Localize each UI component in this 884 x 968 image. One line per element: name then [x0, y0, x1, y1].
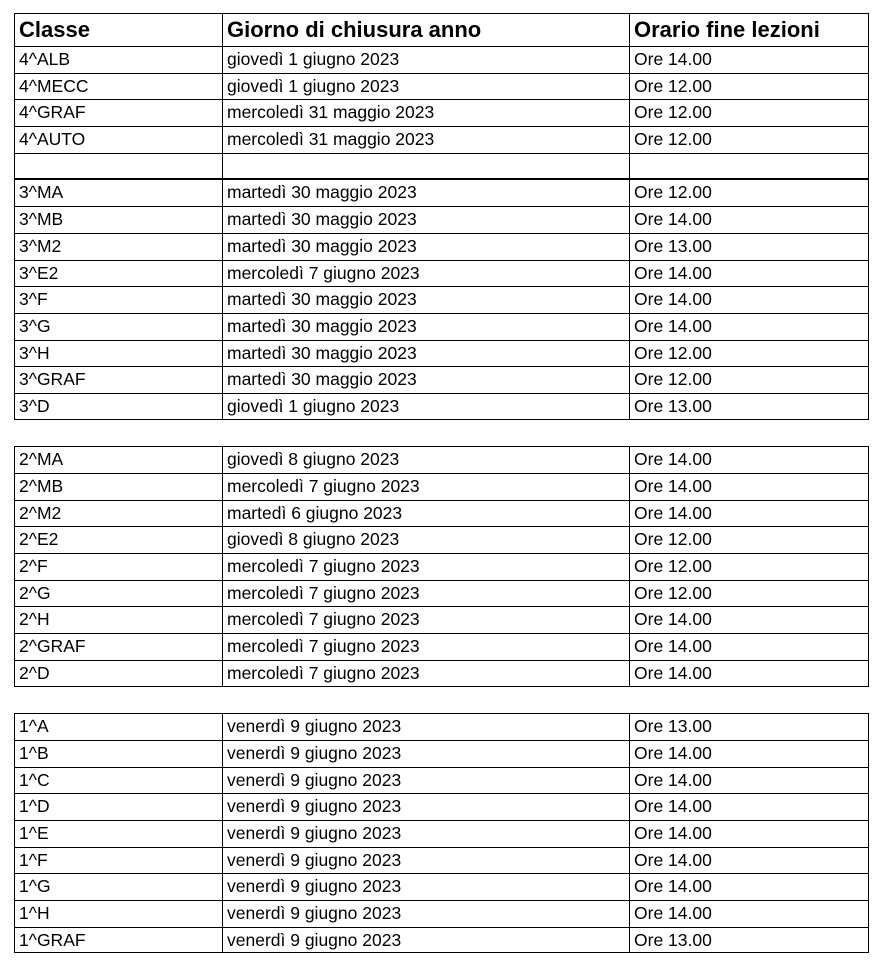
table-row	[14, 900, 869, 927]
table-row	[14, 767, 869, 794]
cell-classe: 1^F	[14, 847, 222, 874]
group-gap	[14, 420, 869, 447]
cell-orario: Ore 14.00	[629, 847, 869, 874]
cell-orario: Ore 12.00	[629, 526, 869, 553]
cell-orario: Ore 14.00	[629, 446, 869, 473]
cell-classe	[14, 153, 222, 180]
table-row	[14, 153, 869, 180]
table-row	[14, 633, 869, 660]
table-row	[14, 526, 869, 553]
cell-giorno: giovedì 1 giugno 2023	[222, 46, 629, 73]
cell-giorno: martedì 30 maggio 2023	[222, 206, 629, 233]
cell-classe: 3^M2	[14, 233, 222, 260]
table-row	[14, 927, 869, 954]
cell-classe: 1^B	[14, 740, 222, 767]
table-row	[14, 606, 869, 633]
table-row	[14, 46, 869, 73]
cell-classe: 1^G	[14, 873, 222, 900]
cell-giorno: martedì 30 maggio 2023	[222, 366, 629, 393]
table-row	[14, 99, 869, 126]
cell-classe: 4^ALB	[14, 46, 222, 73]
table-row	[14, 286, 869, 313]
cell-orario: Ore 13.00	[629, 713, 869, 740]
cell-classe: 2^M2	[14, 500, 222, 527]
table-row	[14, 580, 869, 607]
cell-giorno: martedì 6 giugno 2023	[222, 500, 629, 527]
cell-giorno: mercoledì 7 giugno 2023	[222, 473, 629, 500]
cell-giorno: mercoledì 7 giugno 2023	[222, 580, 629, 607]
cell-giorno: mercoledì 7 giugno 2023	[222, 260, 629, 287]
cell-orario: Ore 14.00	[629, 873, 869, 900]
cell-giorno: venerdì 9 giugno 2023	[222, 847, 629, 874]
cell-giorno: venerdì 9 giugno 2023	[222, 740, 629, 767]
table-row	[14, 713, 869, 740]
cell-orario: Ore 12.00	[629, 99, 869, 126]
cell-giorno: venerdì 9 giugno 2023	[222, 713, 629, 740]
cell-orario: Ore 13.00	[629, 233, 869, 260]
cell-classe: 4^MECC	[14, 73, 222, 100]
cell-classe: 4^AUTO	[14, 126, 222, 153]
cell-classe: 2^H	[14, 606, 222, 633]
cell-giorno: venerdì 9 giugno 2023	[222, 900, 629, 927]
group-gap	[14, 687, 869, 714]
cell-orario: Ore 14.00	[629, 606, 869, 633]
cell-giorno: mercoledì 31 maggio 2023	[222, 99, 629, 126]
cell-giorno	[222, 153, 629, 180]
table-row	[14, 126, 869, 153]
cell-giorno: venerdì 9 giugno 2023	[222, 767, 629, 794]
cell-orario: Ore 12.00	[629, 553, 869, 580]
table-row	[14, 179, 869, 206]
cell-classe: 2^G	[14, 580, 222, 607]
cell-giorno: giovedì 1 giugno 2023	[222, 393, 629, 420]
cell-orario: Ore 14.00	[629, 660, 869, 687]
cell-orario: Ore 12.00	[629, 126, 869, 153]
cell-giorno: martedì 30 maggio 2023	[222, 286, 629, 313]
cell-giorno: mercoledì 7 giugno 2023	[222, 633, 629, 660]
table-row	[14, 340, 869, 367]
table-row	[14, 233, 869, 260]
table-row	[14, 393, 869, 420]
table-row	[14, 366, 869, 393]
table-row	[14, 260, 869, 287]
cell-orario: Ore 13.00	[629, 927, 869, 954]
cell-orario: Ore 14.00	[629, 900, 869, 927]
table-body	[14, 46, 869, 953]
cell-classe: 1^H	[14, 900, 222, 927]
cell-orario: Ore 14.00	[629, 46, 869, 73]
cell-giorno: mercoledì 7 giugno 2023	[222, 606, 629, 633]
cell-orario: Ore 14.00	[629, 313, 869, 340]
cell-orario: Ore 14.00	[629, 473, 869, 500]
cell-classe: 1^GRAF	[14, 927, 222, 954]
cell-giorno: mercoledì 7 giugno 2023	[222, 553, 629, 580]
cell-orario: Ore 14.00	[629, 793, 869, 820]
cell-giorno: giovedì 1 giugno 2023	[222, 73, 629, 100]
cell-orario: Ore 14.00	[629, 206, 869, 233]
cell-orario: Ore 12.00	[629, 366, 869, 393]
cell-classe: 3^MB	[14, 206, 222, 233]
schedule-table	[14, 13, 869, 953]
table-header-row	[14, 13, 869, 46]
cell-orario: Ore 12.00	[629, 179, 869, 206]
cell-classe: 3^G	[14, 313, 222, 340]
cell-giorno: venerdì 9 giugno 2023	[222, 793, 629, 820]
cell-classe: 2^E2	[14, 526, 222, 553]
table-row	[14, 793, 869, 820]
cell-giorno: martedì 30 maggio 2023	[222, 179, 629, 206]
cell-orario	[629, 153, 869, 180]
header-orario: Orario fine lezioni	[629, 13, 869, 46]
table-row	[14, 313, 869, 340]
cell-orario: Ore 14.00	[629, 260, 869, 287]
cell-giorno: martedì 30 maggio 2023	[222, 313, 629, 340]
cell-classe: 3^E2	[14, 260, 222, 287]
cell-orario: Ore 12.00	[629, 73, 869, 100]
header-giorno: Giorno di chiusura anno	[222, 13, 629, 46]
cell-orario: Ore 14.00	[629, 767, 869, 794]
cell-classe: 4^GRAF	[14, 99, 222, 126]
cell-classe: 3^F	[14, 286, 222, 313]
cell-classe: 2^F	[14, 553, 222, 580]
cell-classe: 2^GRAF	[14, 633, 222, 660]
table-row	[14, 873, 869, 900]
cell-orario: Ore 13.00	[629, 393, 869, 420]
cell-orario: Ore 12.00	[629, 340, 869, 367]
cell-giorno: mercoledì 7 giugno 2023	[222, 660, 629, 687]
cell-classe: 1^D	[14, 793, 222, 820]
header-classe: Classe	[14, 13, 222, 46]
table-row	[14, 820, 869, 847]
cell-orario: Ore 14.00	[629, 500, 869, 527]
table-row	[14, 206, 869, 233]
table-row	[14, 500, 869, 527]
cell-classe: 2^MA	[14, 446, 222, 473]
table-row	[14, 473, 869, 500]
cell-classe: 3^GRAF	[14, 366, 222, 393]
cell-giorno: venerdì 9 giugno 2023	[222, 927, 629, 954]
cell-orario: Ore 14.00	[629, 740, 869, 767]
cell-orario: Ore 12.00	[629, 580, 869, 607]
cell-classe: 3^D	[14, 393, 222, 420]
cell-orario: Ore 14.00	[629, 286, 869, 313]
cell-giorno: mercoledì 31 maggio 2023	[222, 126, 629, 153]
cell-classe: 3^H	[14, 340, 222, 367]
cell-classe: 1^C	[14, 767, 222, 794]
cell-giorno: venerdì 9 giugno 2023	[222, 873, 629, 900]
cell-giorno: martedì 30 maggio 2023	[222, 233, 629, 260]
cell-orario: Ore 14.00	[629, 633, 869, 660]
cell-giorno: venerdì 9 giugno 2023	[222, 820, 629, 847]
table-row	[14, 553, 869, 580]
table-row	[14, 740, 869, 767]
cell-giorno: giovedì 8 giugno 2023	[222, 526, 629, 553]
table-row	[14, 660, 869, 687]
cell-classe: 2^D	[14, 660, 222, 687]
cell-classe: 1^E	[14, 820, 222, 847]
table-row	[14, 446, 869, 473]
cell-orario: Ore 14.00	[629, 820, 869, 847]
cell-giorno: martedì 30 maggio 2023	[222, 340, 629, 367]
cell-classe: 3^MA	[14, 179, 222, 206]
cell-classe: 2^MB	[14, 473, 222, 500]
table-row	[14, 73, 869, 100]
cell-classe: 1^A	[14, 713, 222, 740]
cell-giorno: giovedì 8 giugno 2023	[222, 446, 629, 473]
table-row	[14, 847, 869, 874]
